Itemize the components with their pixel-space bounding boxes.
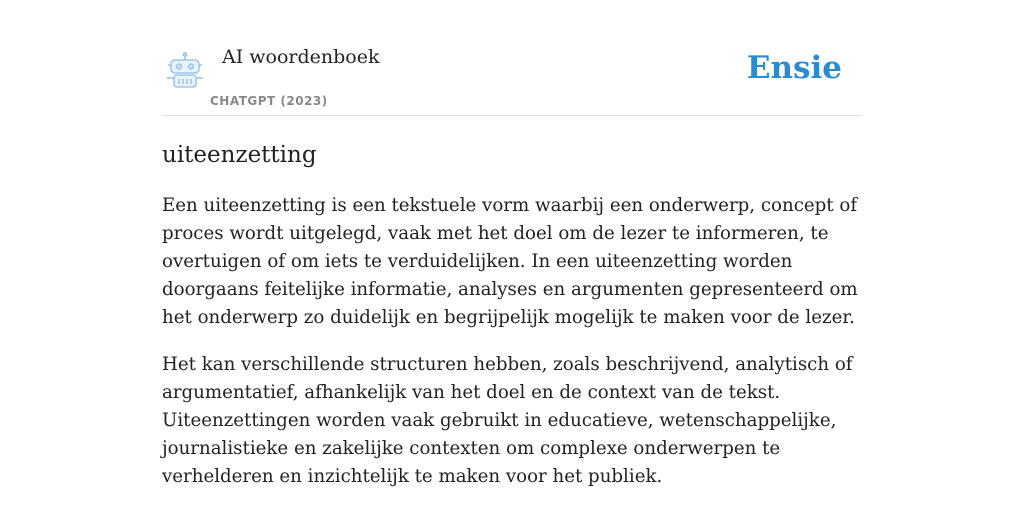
entry-term: uiteenzetting — [162, 142, 317, 168]
robot-icon — [165, 52, 205, 90]
source-title[interactable]: AI woordenboek — [222, 46, 380, 68]
source-meta: CHATGPT (2023) — [210, 94, 328, 108]
definition-card — [162, 38, 862, 491]
brand-logo[interactable]: Ensie — [746, 50, 842, 86]
definition-paragraph: Het kan verschillende structuren hebben, zoals beschrijvend, analytisch of argumentatief, afhankelijk van het doel en de context van de tekst. Uiteenzettingen worden vaak gebruikt in educatieve, wetenschappelijke, journalistieke en zakelijke contexten om complexe onderwerpen te verhelderen en inzichtelijk te maken voor het publiek. — [162, 354, 853, 487]
card-header — [162, 38, 862, 116]
definition-paragraph: Een uiteenzetting is een tekstuele vorm waarbij een onderwerp, concept of proces wordt uitgelegd, vaak met het doel om de lezer te informeren, te overtuigen of om iets te verduidelijken. In een uiteenzetting worden doorgaans feitelijke informatie, analyses en argumenten gepresenteerd om het onderwerp zo duidelijk en begrijpelijk mogelijk te maken voor de lezer. — [162, 195, 858, 328]
